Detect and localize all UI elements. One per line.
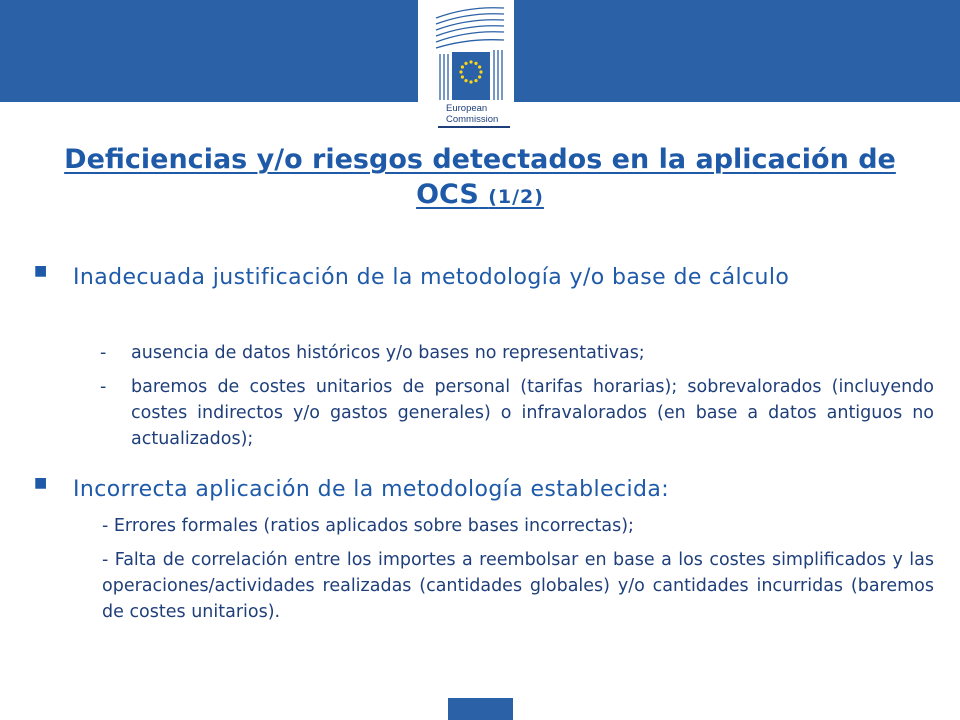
square-bullet-icon: ■ bbox=[34, 475, 48, 491]
section-1 bbox=[34, 263, 934, 293]
european-commission-logo bbox=[418, 0, 514, 132]
slide-title-main: Deficiencias y/o riesgos detectados en la aplicación de OCS bbox=[64, 144, 896, 210]
footer-flag-bar bbox=[448, 698, 513, 720]
logo-line-2: Commission bbox=[446, 114, 499, 125]
sub-item-text: ausencia de datos históricos y/o bases no representativas; bbox=[131, 343, 645, 363]
eu-flag-icon bbox=[452, 52, 490, 100]
sub-item-text: baremos de costes unitarios de personal (tarifas horarias); sobrevalorados (incluyendo costes indirectos y/o gastos generales) o infravalorados (en base a datos antiguos no actualizados); bbox=[131, 377, 934, 449]
sub-item: - Errores formales (ratios aplicados sobre bases incorrectas); bbox=[102, 516, 634, 536]
bullet-item bbox=[34, 263, 934, 293]
sub-item bbox=[100, 374, 934, 452]
logo-wordmark bbox=[446, 103, 498, 125]
slide-title-suffix: (1/2) bbox=[488, 186, 544, 208]
bullet-text: Inadecuada justificación de la metodología y/o base de cálculo bbox=[73, 265, 790, 290]
sub-item bbox=[100, 340, 934, 366]
logo-line-1: European bbox=[446, 103, 488, 114]
dash-marker: - bbox=[100, 377, 107, 397]
dash-marker: - bbox=[100, 343, 107, 363]
bullet-text: Incorrecta aplicación de la metodología establecida: bbox=[73, 477, 670, 502]
slide-title bbox=[60, 142, 900, 215]
square-bullet-icon: ■ bbox=[34, 263, 48, 279]
sub-item: - Falta de correlación entre los importes a reembolsar en base a los costes simplificados y las operaciones/actividades realizadas (cantidades globales) y/o cantidades incurridas (baremos de costes unitarios). bbox=[102, 550, 934, 622]
bullet-item bbox=[34, 475, 934, 505]
section-2 bbox=[34, 475, 934, 505]
section-1-subitems bbox=[34, 340, 934, 452]
section-2-subitems bbox=[34, 513, 934, 625]
